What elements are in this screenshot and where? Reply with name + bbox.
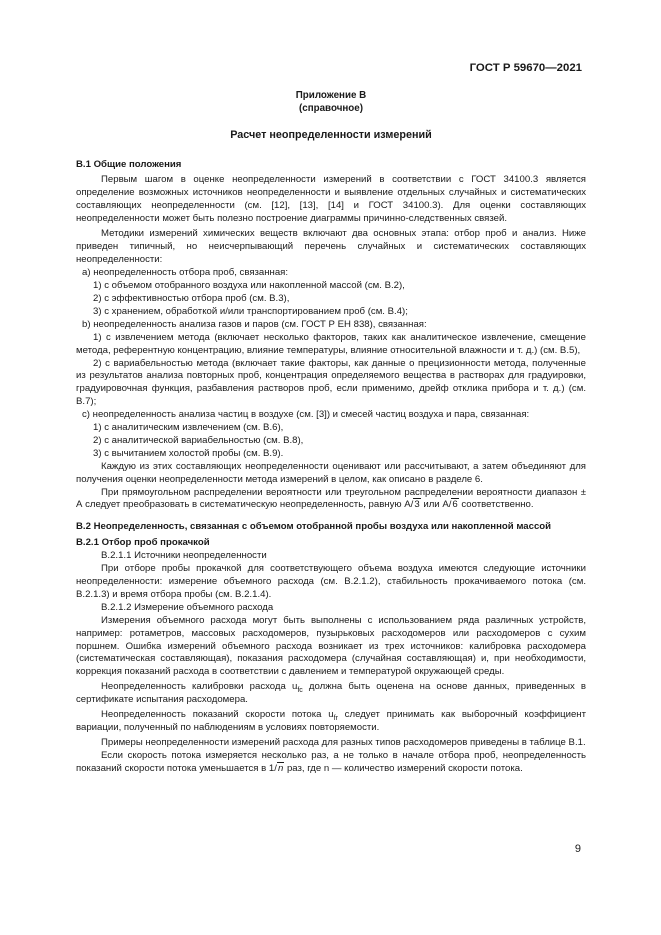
annex-title: Приложение В	[295, 90, 367, 101]
list-item: 2) с аналитической вариабельностью (см. В.8),	[93, 434, 304, 446]
paragraph: Каждую из этих составляющих неопределенности оценивают или рассчитывают, а затем объединяют для получения оценки неопределенности метода измерений в целом, как описано в разделе 6.	[76, 460, 586, 485]
text-run: Неопределенность показаний скорости потока u	[101, 709, 334, 721]
section-b2-title: В.2 Неопределенность, связанная с объемом отобранной пробы воздуха или накопленной массой	[76, 521, 552, 533]
section-b21-title: В.2.1 Отбор проб прокачкой	[76, 537, 210, 549]
section-b1-title: В.1 Общие положения	[76, 158, 182, 170]
text-run: раз, где n — количество измерений скорости потока.	[284, 762, 523, 774]
paragraph-repeat	[76, 750, 586, 776]
list-item	[76, 267, 586, 280]
paragraph-calibration	[76, 681, 586, 707]
list-item	[76, 409, 586, 422]
text-run: Неопределенность калибровки расхода u	[101, 681, 298, 693]
text-run: следует принимать как выборочный коэффициент вариации, полученный по наблюдениям в условиях повторяемости.	[76, 709, 586, 733]
sqrt-6: 6	[452, 499, 458, 511]
text-run: должна быть оценена на основе данных, приведенных в сертификате испытания расходомера.	[76, 681, 586, 706]
annex-kind: (справочное)	[299, 102, 363, 114]
text-run: Если скорость потока измеряется несколько раз, а не только в начале отбора проб, неопределенность показаний скорости потока уменьшается в 1/	[76, 749, 586, 774]
subscript: fr	[333, 714, 338, 722]
standard-header: ГОСТ Р 59670—2021	[469, 62, 582, 74]
list-item: 1) с извлечением метода (включает несколько факторов, таких как аналитическое извлечение, смещение метода, референтную концентрацию, влияние температуры, влияние относительной влажности и т. д.) (см. В.5),	[76, 331, 586, 356]
sqrt-n: n	[277, 762, 284, 774]
annex-heading: Расчет неопределенности измерений	[230, 129, 432, 141]
list-item: 2) с эффективностью отбора проб (см. В.3),	[93, 292, 290, 304]
paragraph: Первым шагом в оценке неопределенности измерений в соответствии с ГОСТ 34100.3 является определение возможных источников неопределенности и выявление отдельных случайных и систематических составляющих неопределенности (см. [12], [13], [14] и ГОСТ 34100.3). Для оценки составляющих неопределенности может быть полезно построение диаграммы причинно-следственных связей.	[76, 173, 586, 224]
list-item: 1) с аналитическим извлечением (см. В.6),	[93, 422, 284, 434]
page-number: 9	[574, 843, 581, 855]
list-item: 2) с вариабельностью метода (включает такие факторы, как данные о прецизионности метода, полученные из результатов анализа повторных проб, концентрация определяемого вещества в растворах для градуировки, градуировочная функция, разбавления растворов проб, если применимо, дрейф отклика прибора и т. д.) (см. В.7);	[76, 357, 586, 408]
list-item: 3) с вычитанием холостой пробы (см. В.9).	[93, 447, 284, 459]
list-item-text: с) неопределенность анализа частиц в воздухе (см. [3]) и смесей частиц воздуха и пара, связанная:	[82, 409, 530, 421]
list-item-text: b) неопределенность анализа газов и паров (см. ГОСТ Р ЕН 838), связанная:	[82, 318, 427, 330]
text-run: соответственно.	[458, 499, 534, 511]
list-item-text: а) неопределенность отбора проб, связанная:	[82, 267, 289, 279]
paragraph: Методики измерений химических веществ включают два основных этапа: отбор проб и анализ. Ниже приведен типичный, но неисчерпывающий перечень случайных и систематических составляющих неопределенности:	[76, 228, 586, 266]
subscript: fc	[297, 687, 303, 695]
paragraph: Примеры неопределенности измерений расхода для разных типов расходомеров приведены в таблице В.1.	[101, 736, 586, 748]
subsection-title: В.2.1.2 Измерение объемного расхода	[101, 601, 274, 613]
page-content	[76, 90, 586, 776]
paragraph-reading	[76, 709, 586, 735]
list-item	[76, 319, 586, 332]
list-item: 3) с хранением, обработкой и/или транспортированием проб (см. В.4);	[93, 305, 408, 317]
subsection-title: В.2.1.1 Источники неопределенности	[101, 550, 267, 562]
paragraph: При отборе пробы прокачкой для соответствующего объема воздуха имеются следующие источники неопределенности: измерение объемного расхода (см. В.2.1.2), стабильность прокачиваемого потока (см. В.2.1.3) и время отбора пробы (см. В.2.1.4).	[76, 563, 586, 600]
list-item: 1) с объемом отобранного воздуха или накопленной массой (см. В.2),	[93, 280, 405, 292]
text-run: При прямоугольном распределении вероятности или треугольном распределении вероятности диапазон ± А следует преобразовать в систематическую неопределенность, равную А/	[76, 486, 586, 511]
paragraph-conversion	[76, 487, 586, 513]
text-run: или А/	[420, 499, 452, 511]
sqrt-3: 3	[414, 499, 420, 511]
paragraph: Измерения объемного расхода могут быть выполнены с использованием ряда различных устройств, например: ротаметров, массовых расходомеров, пузырьковых расходомеров или расходомеров с сухим поршнем. Ошибка измерений объемного расхода возникает из трех источников: калибровка расходомера (систематическая составляющая), показания расходомера (случайная составляющая) и, при необходимости, коррекция показаний расхода в соответствии с давлением и температурой окружающей среды.	[76, 614, 586, 678]
